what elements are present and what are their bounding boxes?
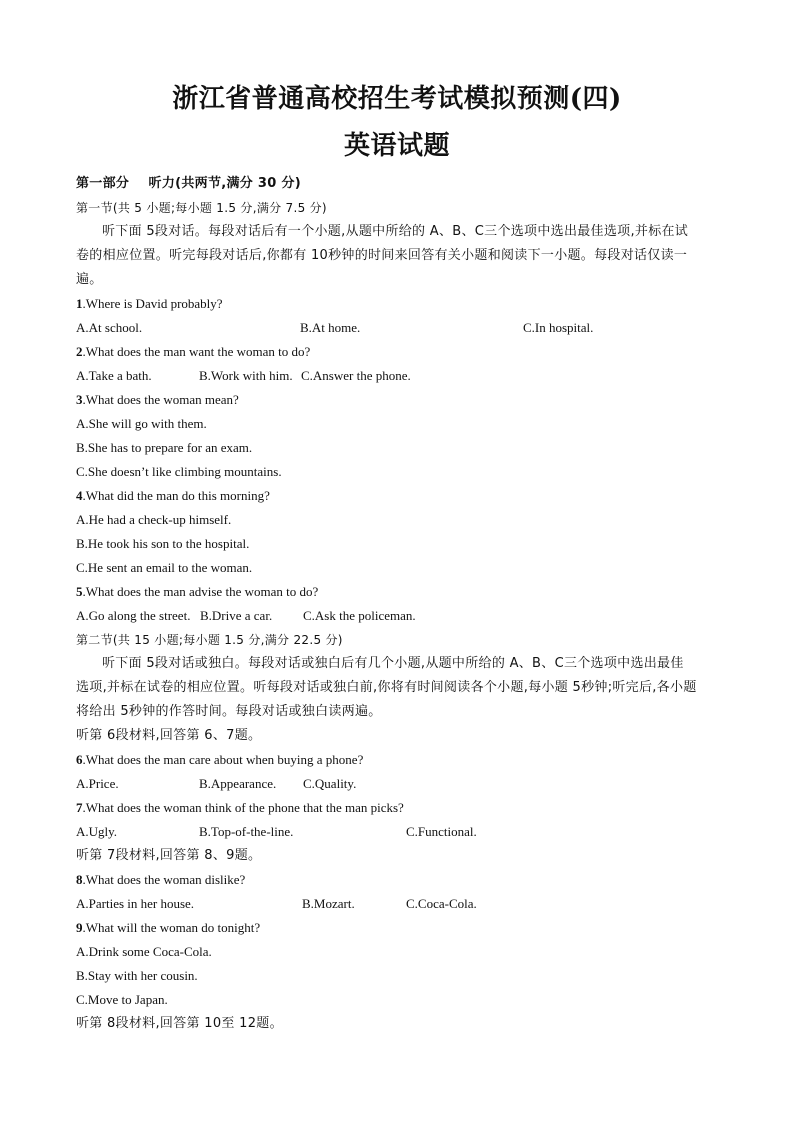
section1-intro-line2: 卷的相应位置。听完每段对话后,你都有 10秒钟的时间来回答有关小题和阅读下一小题。每段对话仅读一 (76, 248, 688, 263)
question-6 (76, 748, 720, 772)
question-text: .What does the man want the woman to do? (82, 344, 311, 359)
section1-intro-line1: 听下面 5段对话。每段对话后有一个小题,从题中所给的 A、B、C三个选项中选出最佳选项,并标在试 (102, 224, 689, 239)
question-number: 2 (76, 344, 83, 359)
option-a: A.Take a bath. (76, 368, 152, 383)
option-a: A.Ugly. (76, 824, 118, 839)
option-c: C.Answer the phone. (301, 368, 411, 383)
part1-title: 听力(共两节,满分 30 分) (148, 176, 301, 191)
option-a: A.She will go with them. (76, 416, 207, 431)
section2-heading: 第二节(共 15 小题;每小题 1.5 分,满分 22.5 分) (76, 633, 343, 647)
exam-content (76, 172, 720, 1036)
option-b: B.Stay with her cousin. (76, 968, 198, 983)
option-c: C.He sent an email to the woman. (76, 560, 253, 575)
option-b: B.At home. (300, 320, 361, 335)
question-text: .What does the woman mean? (82, 392, 239, 407)
option-a: A.Parties in her house. (76, 896, 195, 911)
option-a: A.He had a check-up himself. (76, 512, 232, 527)
question-text: .What does the woman dislike? (82, 872, 246, 887)
question-text: .Where is David probably? (82, 296, 223, 311)
question-8 (76, 868, 720, 892)
question-text: .What will the woman do tonight? (82, 920, 261, 935)
question-2-options (76, 364, 720, 388)
question-3 (76, 388, 720, 412)
section1-heading: 第一节(共 5 小题;每小题 1.5 分,满分 7.5 分) (76, 201, 327, 215)
option-a: A.Drink some Coca-Cola. (76, 944, 212, 959)
option-c: C.Functional. (406, 824, 477, 839)
option-c: C.Coca-Cola. (406, 896, 477, 911)
question-number: 5 (76, 584, 83, 599)
option-b: B.Mozart. (302, 896, 355, 911)
question-text: .What did the man do this morning? (82, 488, 270, 503)
question-1 (76, 292, 720, 316)
option-a: A.At school. (76, 320, 143, 335)
option-c: C.Ask the policeman. (303, 608, 416, 623)
question-6-options (76, 772, 720, 796)
question-5 (76, 580, 720, 604)
exam-subtitle: 英语试题 (343, 131, 450, 161)
option-c: C.In hospital. (523, 320, 594, 335)
question-7-options (76, 820, 720, 844)
section2-intro-line2: 选项,并标在试卷的相应位置。听每段对话或独白前,你将有时间阅读各个小题,每小题 5秒钟;听完后,各小题 (76, 680, 697, 695)
question-8-options (76, 892, 720, 916)
material-8-instruction: 听第 8段材料,回答第 10至 12题。 (76, 1016, 283, 1031)
part1-label: 第一部分 (76, 176, 130, 191)
option-a: A.Price. (76, 776, 119, 791)
question-number: 3 (76, 392, 83, 407)
option-c: C.Move to Japan. (76, 992, 168, 1007)
option-b: B.She has to prepare for an exam. (76, 440, 253, 455)
question-number: 7 (76, 800, 83, 815)
question-number: 9 (76, 920, 83, 935)
question-number: 4 (76, 488, 83, 503)
question-number: 8 (76, 872, 83, 887)
option-b: B.Work with him. (199, 368, 293, 383)
exam-title: 浙江省普通高校招生考试模拟预测(四) (172, 84, 622, 114)
material-6-instruction: 听第 6段材料,回答第 6、7题。 (76, 728, 262, 743)
option-b: B.Drive a car. (200, 608, 273, 623)
question-4 (76, 484, 720, 508)
question-9 (76, 916, 720, 940)
question-2 (76, 340, 720, 364)
option-b: B.Appearance. (199, 776, 277, 791)
question-7 (76, 796, 720, 820)
option-c: C.Quality. (303, 776, 357, 791)
question-number: 1 (76, 296, 83, 311)
section1-intro-line3: 遍。 (76, 272, 103, 287)
option-a: A.Go along the street. (76, 608, 191, 623)
section2-intro-line3: 将给出 5秒钟的作答时间。每段对话或独白读两遍。 (76, 704, 382, 719)
material-7-instruction: 听第 7段材料,回答第 8、9题。 (76, 848, 262, 863)
question-text: .What does the woman think of the phone that the man picks? (82, 800, 404, 815)
question-5-options (76, 604, 720, 628)
part1-heading (76, 172, 720, 196)
question-text: .What does the man care about when buying a phone? (82, 752, 364, 767)
option-b: B.He took his son to the hospital. (76, 536, 250, 551)
question-1-options (76, 316, 720, 340)
section2-intro-line1: 听下面 5段对话或独白。每段对话或独白后有几个小题,从题中所给的 A、B、C三个选项中选出最佳 (102, 656, 684, 671)
question-number: 6 (76, 752, 83, 767)
option-b: B.Top-of-the-line. (199, 824, 294, 839)
question-text: .What does the man advise the woman to do? (82, 584, 319, 599)
option-c: C.She doesn’t like climbing mountains. (76, 464, 282, 479)
